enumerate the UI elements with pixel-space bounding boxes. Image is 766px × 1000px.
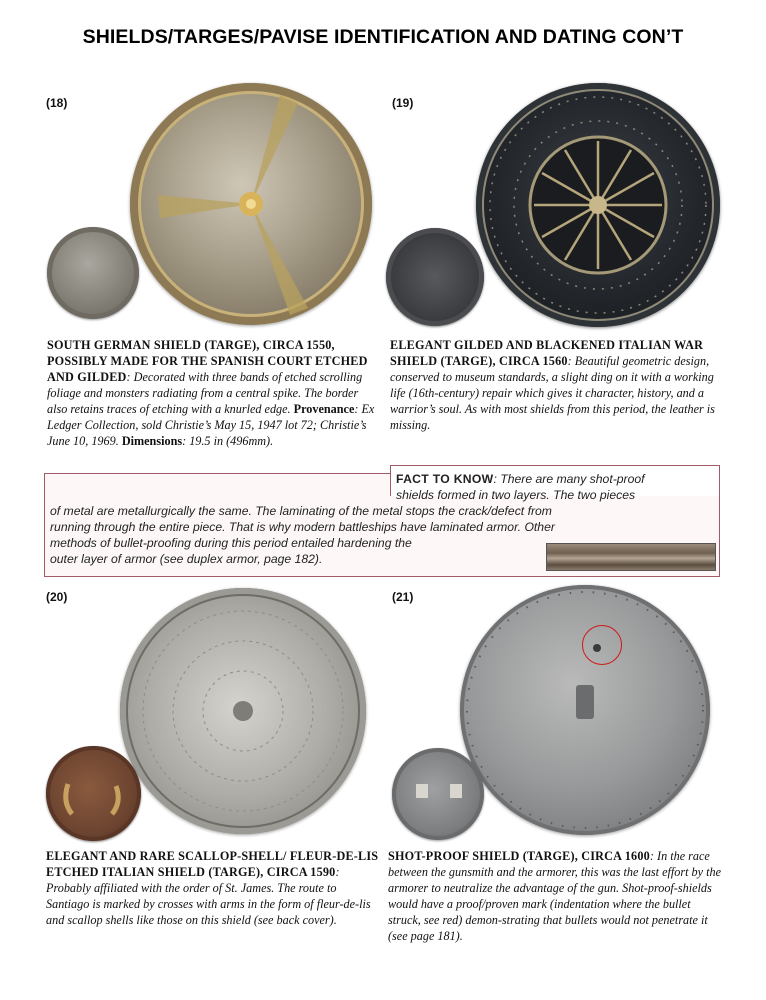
fact-line-4: running through the entire piece. That is why modern battleships have laminated armor. Other bbox=[50, 520, 555, 534]
caption-20-description: : Probably affiliated with the order of St. James. The route to Santiago is marked by crosses with arms in the form of fleur-de-lis and scallop shells like those on this shield (see back cover). bbox=[46, 865, 371, 927]
caption-18 bbox=[47, 337, 377, 449]
shot-proof-shield-back-image bbox=[392, 748, 484, 840]
caption-21 bbox=[388, 848, 722, 944]
caption-19-heading: ELEGANT GILDED AND BLACKENED ITALIAN WAR SHIELD (TARGE), CIRCA 1560 bbox=[390, 338, 704, 368]
strap-brackets bbox=[392, 748, 484, 840]
south-german-shield-back-image bbox=[47, 227, 139, 319]
proof-mark-highlight bbox=[582, 625, 622, 665]
fact-line-5: methods of bullet-proofing during this period entailed hardening the bbox=[50, 536, 412, 550]
caption-21-description: : In the race between the gunsmith and the armorer, this was the last effort by the armorer to neutralize the advantage of the gun. Shot-proof-shields would have a proof/proven mark (indentation where the bullet struck, see red) demon-strating that bullets would not penetrate it (see page 181). bbox=[388, 849, 721, 943]
etched-bands-decoration bbox=[130, 83, 372, 325]
caption-18-description: : Decorated with three bands of etched scrolling foliage and monsters radiating from a central spike. The border also retains traces of etching with a knurled edge. bbox=[47, 370, 363, 416]
caption-20-heading: ELEGANT AND RARE SCALLOP-SHELL/ FLEUR-DE-LIS ETCHED ITALIAN SHIELD (TARGE), CIRCA 1590 bbox=[46, 849, 379, 879]
scallop-shell-shield-back-image bbox=[46, 746, 141, 841]
item-number-20: (20) bbox=[46, 590, 68, 604]
caption-18-dimensions: : 19.5 in (496mm). bbox=[182, 434, 274, 448]
shot-proof-shield-image bbox=[460, 585, 710, 835]
south-german-shield-image bbox=[130, 83, 372, 325]
scallop-pattern-decoration bbox=[120, 588, 366, 834]
italian-war-shield-back-image bbox=[386, 228, 484, 326]
rivet-border-decoration bbox=[460, 585, 710, 835]
fact-label: FACT TO KNOW bbox=[396, 472, 494, 486]
item-number-21: (21) bbox=[392, 590, 414, 604]
fact-line-2: shields formed in two layers. The two pieces bbox=[396, 488, 636, 502]
caption-18-provenance-label: Provenance bbox=[293, 402, 355, 416]
scallop-shell-shield-image bbox=[120, 588, 366, 834]
italian-war-shield-image bbox=[476, 83, 720, 327]
caption-19-description: : Beautiful geometric design, conserved to museum standards, a slight ding on it with a working life (16th-century) repair which gives it character, history, and a warrior’s soul. As with most shields from this period, the leather is missing. bbox=[390, 354, 715, 432]
caption-18-provenance: : Ex Ledger Collection, sold Christie’s May 15, 1947 lot 72; Christie’s June 10, 1969. bbox=[47, 402, 375, 448]
strap-fittings bbox=[46, 746, 141, 841]
caption-18-heading: SOUTH GERMAN SHIELD (TARGE), CIRCA 1550, POSSIBLY MADE FOR THE SPANISH COURT ETCHED AND GILDED bbox=[47, 338, 368, 384]
caption-21-heading: SHOT-PROOF SHIELD (TARGE), CIRCA 1600 bbox=[388, 849, 650, 863]
caption-20 bbox=[46, 848, 380, 928]
laminated-armor-photo bbox=[546, 543, 716, 571]
caption-18-dimensions-label: Dimensions bbox=[121, 434, 183, 448]
fact-line-1: : There are many shot-proof bbox=[493, 472, 645, 486]
page-title: SHIELDS/TARGES/PAVISE IDENTIFICATION AND DATING CON’T bbox=[82, 26, 684, 48]
caption-19 bbox=[390, 337, 722, 433]
fact-intro bbox=[396, 472, 714, 488]
item-number-19: (19) bbox=[392, 96, 414, 110]
item-number-18: (18) bbox=[46, 96, 68, 110]
fact-line-3: of metal are metallurgically the same. The laminating of the metal stops the crack/defect from bbox=[50, 504, 552, 518]
fact-line-6: outer layer of armor (see duplex armor, page 182). bbox=[50, 552, 323, 566]
gilded-rosette-decoration bbox=[476, 83, 720, 327]
